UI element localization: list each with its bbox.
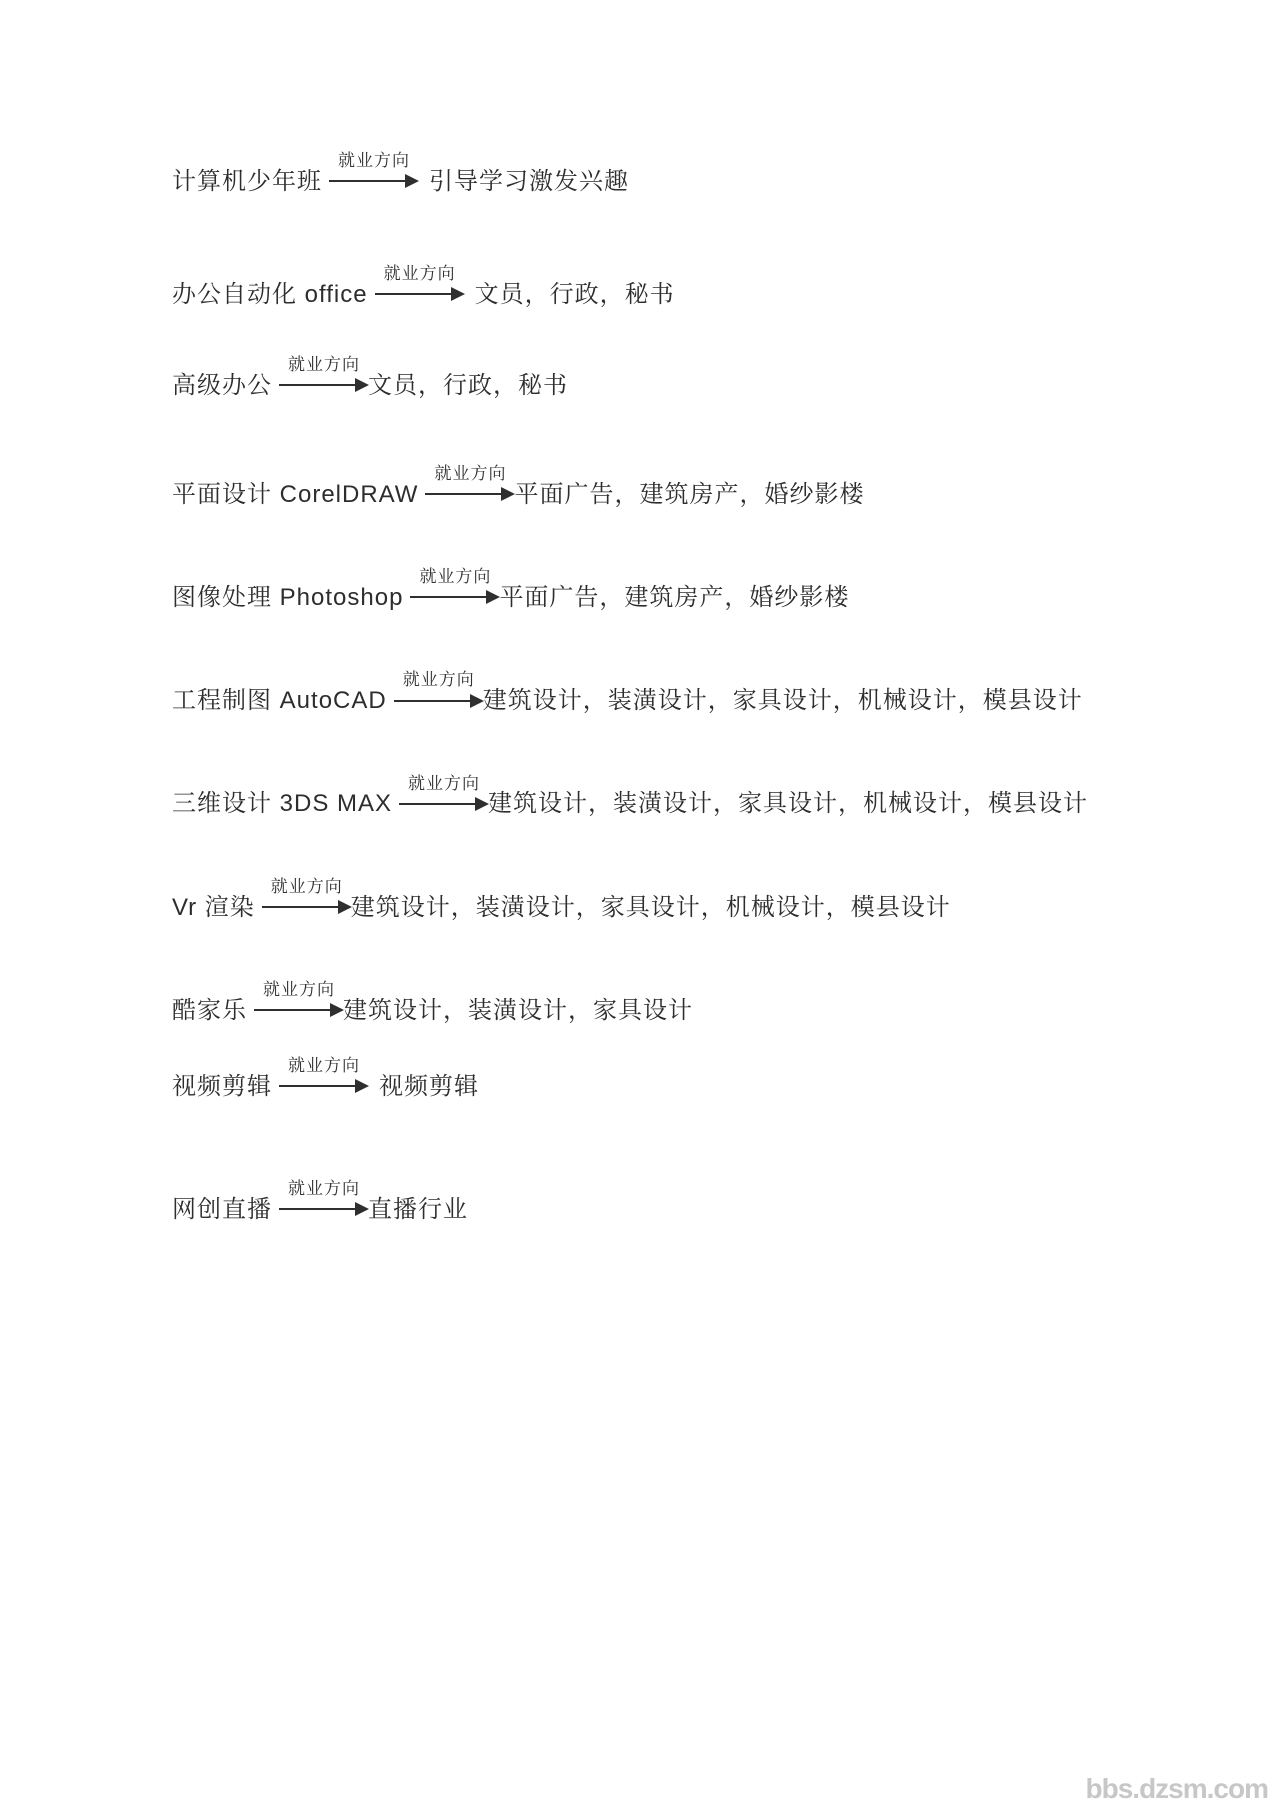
course-row [172, 1055, 1233, 1102]
employment-direction-label: 就业方向 [402, 670, 475, 690]
course-name: 高级办公 [172, 372, 272, 400]
arrow-head-icon [501, 487, 515, 501]
course-name: 网创直播 [172, 1195, 272, 1223]
arrow-body [254, 1003, 344, 1017]
arrow-body [329, 174, 419, 188]
career-targets: 建筑设计，装潢设计，家具设计，机械设计，模县设计 [350, 893, 951, 921]
arrow-shaft [375, 293, 452, 295]
employment-direction-label: 就业方向 [288, 1178, 360, 1198]
arrow-head-icon [405, 174, 419, 188]
course-name: 工程制图 AutoCAD [172, 687, 387, 715]
employment-direction-label: 就业方向 [434, 464, 507, 484]
employment-direction-label: 就业方向 [270, 876, 343, 896]
course-name: 办公自动化 office [172, 281, 368, 308]
arrow-head-icon [355, 378, 369, 392]
course-row [172, 463, 1233, 510]
employment-arrow [284, 354, 364, 392]
course-row [172, 979, 1233, 1026]
watermark: bbs.dzsm.com [1085, 1773, 1268, 1804]
employment-arrow [415, 566, 495, 604]
arrow-shaft [394, 700, 471, 702]
career-targets: 平面广告，建筑房产，婚纱影楼 [499, 584, 850, 612]
arrow-head-icon [338, 900, 352, 914]
arrow-shaft [410, 596, 487, 598]
arrow-shaft [425, 493, 502, 495]
career-targets: 直播行业 [368, 1195, 468, 1223]
arrow-body [399, 797, 489, 811]
arrow-body [279, 1079, 369, 1093]
employment-arrow [399, 669, 479, 707]
course-name: Vr 渲染 [172, 893, 255, 921]
employment-arrow [380, 263, 460, 301]
course-name: 平面设计 CorelDRAW [172, 481, 419, 509]
course-row [172, 566, 1233, 613]
employment-arrow [404, 773, 484, 811]
career-targets: 建筑设计，装潢设计，家具设计 [343, 996, 693, 1024]
arrow-shaft [279, 1085, 356, 1087]
arrow-head-icon [355, 1079, 369, 1093]
arrow-shaft [254, 1009, 331, 1011]
employment-direction-label: 就业方向 [338, 151, 410, 170]
arrow-body [394, 694, 484, 708]
career-targets: 建筑设计，装潢设计，家具设计，机械设计，模县设计 [482, 687, 1083, 715]
course-name: 三维设计 3DS MAX [172, 790, 393, 818]
arrow-shaft [399, 803, 476, 805]
career-targets: 引导学习激发兴趣 [429, 167, 629, 195]
arrow-body [425, 487, 515, 501]
course-row [172, 669, 1233, 716]
course-row [172, 1178, 1233, 1225]
course-row [172, 354, 1233, 401]
arrow-body [410, 590, 500, 604]
arrow-shaft [279, 1208, 356, 1210]
arrow-shaft [262, 906, 339, 908]
arrow-head-icon [451, 287, 465, 301]
arrow-body [279, 378, 369, 392]
employment-direction-label: 就业方向 [419, 567, 492, 587]
arrow-head-icon [355, 1202, 369, 1216]
course-row [172, 773, 1233, 820]
course-name: 图像处理 Photoshop [172, 584, 404, 612]
arrow-body [279, 1202, 369, 1216]
employment-arrow [284, 1055, 364, 1093]
employment-direction-label: 就业方向 [383, 264, 456, 284]
arrow-shaft [329, 180, 406, 182]
employment-arrow [334, 150, 414, 188]
employment-direction-label: 就业方向 [263, 979, 335, 999]
course-row [172, 263, 1233, 310]
arrow-head-icon [470, 694, 484, 708]
course-name: 视频剪辑 [172, 1072, 272, 1100]
arrow-head-icon [330, 1003, 344, 1017]
employment-direction-label: 就业方向 [408, 773, 481, 793]
career-targets: 视频剪辑 [379, 1072, 479, 1100]
course-name: 计算机少年班 [172, 167, 322, 195]
employment-arrow [267, 876, 347, 914]
course-row [172, 876, 1233, 923]
career-targets: 文员，行政，秘书 [474, 281, 675, 308]
arrow-head-icon [475, 797, 489, 811]
career-targets: 文员，行政，秘书 [368, 372, 568, 400]
career-targets: 平面广告，建筑房产，婚纱影楼 [514, 481, 865, 509]
employment-arrow [284, 1178, 364, 1216]
course-row [172, 150, 1233, 197]
arrow-body [375, 287, 465, 301]
employment-direction-label: 就业方向 [288, 355, 360, 375]
employment-arrow [259, 979, 339, 1017]
arrow-head-icon [486, 590, 500, 604]
arrow-shaft [279, 384, 356, 386]
arrow-body [262, 900, 352, 914]
employment-direction-label: 就业方向 [288, 1055, 360, 1075]
employment-arrow [430, 463, 510, 501]
career-targets: 建筑设计，装潢设计，家具设计，机械设计，模县设计 [488, 790, 1089, 818]
course-name: 酷家乐 [172, 996, 247, 1024]
